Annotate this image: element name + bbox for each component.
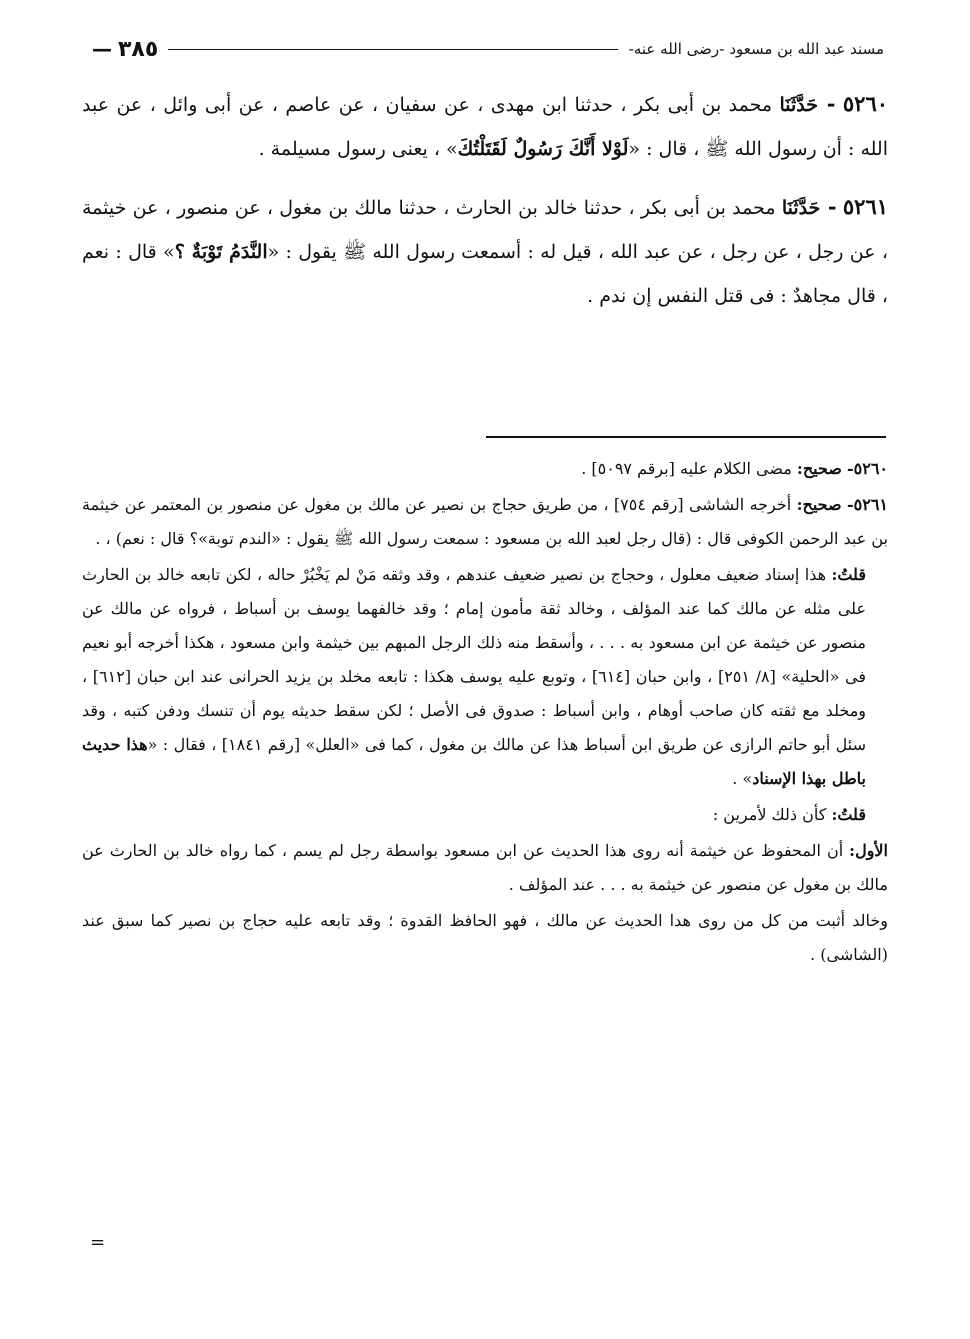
hadith-lead-word: حَدَّثَنَا [781,197,821,219]
hadith-number: ٥٢٦١ [842,194,889,219]
main-text [82,82,888,332]
note-grade: صحيح: [796,495,842,514]
note-5261 [82,488,888,556]
note-text: أن المحفوظ عن خيثمة أنه روى هذا الحديث عن ابن مسعود بواسطة رجل لم يسم ، كما رواه خالد بن الحارث عن مالك بن مغول عن منصور عن خيثمة به . . . عند المؤلف . [82,841,888,894]
note-text: مضى الكلام عليه [برقم ٥٠٩٧] . [581,459,797,478]
note-quote: هذا حديث باطل بهذا الإسناد [82,735,866,788]
hadith-5261: ٥٢٦١ - حَدَّثَنَا محمد بن أبى بكر ، حدثنا خالد بن الحارث ، حدثنا مالك بن مغول ، عن منصور ، عن خيثمة ، عن رجل ، عن رجل ، عن عبد الله ، قيل له : أسمعت رسول الله ﷺ يقول : «النَّدَمُ تَوْبَةٌ ؟» قال : نعم ، قال مجاهدٌ : فى قتل النفس إن ندم . [82,194,889,307]
hadith-text: محمد بن أبى بكر ، حدثنا ابن مهدى ، عن سفيان ، عن عاصم ، عن أبى وائل ، عن عبد الله : أن رسول الله ﷺ ، قال : « [82,94,888,160]
hadith-number: ٥٢٦٠ [842,91,889,116]
note-number: ٥٢٦١- [846,495,888,514]
note-5260 [82,452,888,486]
page-header [86,34,884,64]
note-text: أخرجه الشاشى [رقم ٧٥٤] ، من طريق حجاج بن نصير عن مالك بن مغول عن منصور بن المعتمر عن خيثمة بن عبد الرحمن الكوفى قال : (قال رجل لعبد الله بن مسعود : سمعت رسول الله ﷺ يقول : «الندم توبة»؟ قال : نعم) ، . [82,495,888,548]
page-number-dash: — [92,37,112,61]
note-grade: صحيح: [796,459,842,478]
hadith-quote: النَّدَمُ تَوْبَةٌ ؟ [174,241,268,263]
header-rule [168,49,618,50]
running-title: مسند عبد الله بن مسعود -رضى الله عنه- [628,40,884,58]
note-text-end: » . [732,769,753,788]
note-text: هذا إسناد ضعيف معلول ، وحجاج بن نصير ضعيف عندهم ، وقد وثقه مَنْ لم يَخْبُرْ حاله ، لكن تابعه خالد بن الحارث على مثله عن مالك كما عند المؤلف ، وخالد ثقة مأمون إمام ؛ وقد خالفهما يوسف بن أسباط ، فرواه عن مالك عن منصور عن خيثمة عن ابن مسعود به . . . ، وأسقط منه ذلك الرجل المبهم بين خيثمة وابن مسعود ، هكذا أخرجه أبو نعيم فى «الحلية» [٨/ ٢٥١] ، وابن حبان [٦١٤] ، وتوبع عليه يوسف هكذا : تابعه مخلد بن يزيد الحرانى عند ابن حبان [٦١٢] ، ومخلد مع ثقته كان صاحب أوهام ، وابن أسباط : صدوق فى الأصل ؛ لكن سقط حديثه يوم أن تنسك ودفن كتبه ، وقد سئل أبو حاتم الرازى عن طريق ابن أسباط هذا عن مالك بن مغول ، كما فى «العلل» [رقم ١٨٤١] ، فقال : « [82,565,867,754]
hadith-text-end: » قال : نعم ، قال مجاهدٌ : فى قتل النفس إن ندم . [82,241,888,307]
note-label: قلتُ: [831,805,866,824]
note-label: قلتُ: [831,565,866,584]
hadith-text: محمد بن أبى بكر ، حدثنا خالد بن الحارث ، حدثنا مالك بن مغول ، عن منصور ، عن خيثمة ، عن رجل ، عن رجل ، عن عبد الله ، قيل له : أسمعت رسول الله ﷺ يقول : « [82,197,889,263]
note-label: الأول: [849,841,888,860]
footnotes [82,452,888,974]
note-text: كأن ذلك لأمرين : [712,805,832,824]
note-comment-2 [82,798,888,832]
hadith-5260: ٥٢٦٠ - حَدَّثَنَا محمد بن أبى بكر ، حدثنا ابن مهدى ، عن سفيان ، عن عاصم ، عن أبى وائل ، عن عبد الله : أن رسول الله ﷺ ، قال : «لَوْلا أَنَّكَ رَسُولٌ لَقَتَلْتُكَ» ، يعنى رسول مسيلمة . [82,91,889,160]
footnote-divider [486,436,886,438]
note-text: وخالد أثبت من كل من روى هدا الحديث عن مالك ، فهو الحافظ القدوة ؛ وقد تابعه عليه حجاج بن نصير كما سبق عند (الشاشى) . [82,911,888,964]
note-number: ٥٢٦٠- [846,459,888,478]
page-number: ٣٨٥ [118,36,159,62]
note-first-reason [82,834,888,902]
note-comment-1 [82,558,888,796]
note-continuation [82,904,888,972]
hadith-quote: لَوْلا أَنَّكَ رَسُولٌ لَقَتَلْتُكَ [457,138,629,160]
hadith-text-end: » ، يعنى رسول مسيلمة . [258,138,458,160]
hadith-lead-word: حَدَّثَنَا [779,94,819,116]
continuation-mark: = [90,1232,106,1253]
